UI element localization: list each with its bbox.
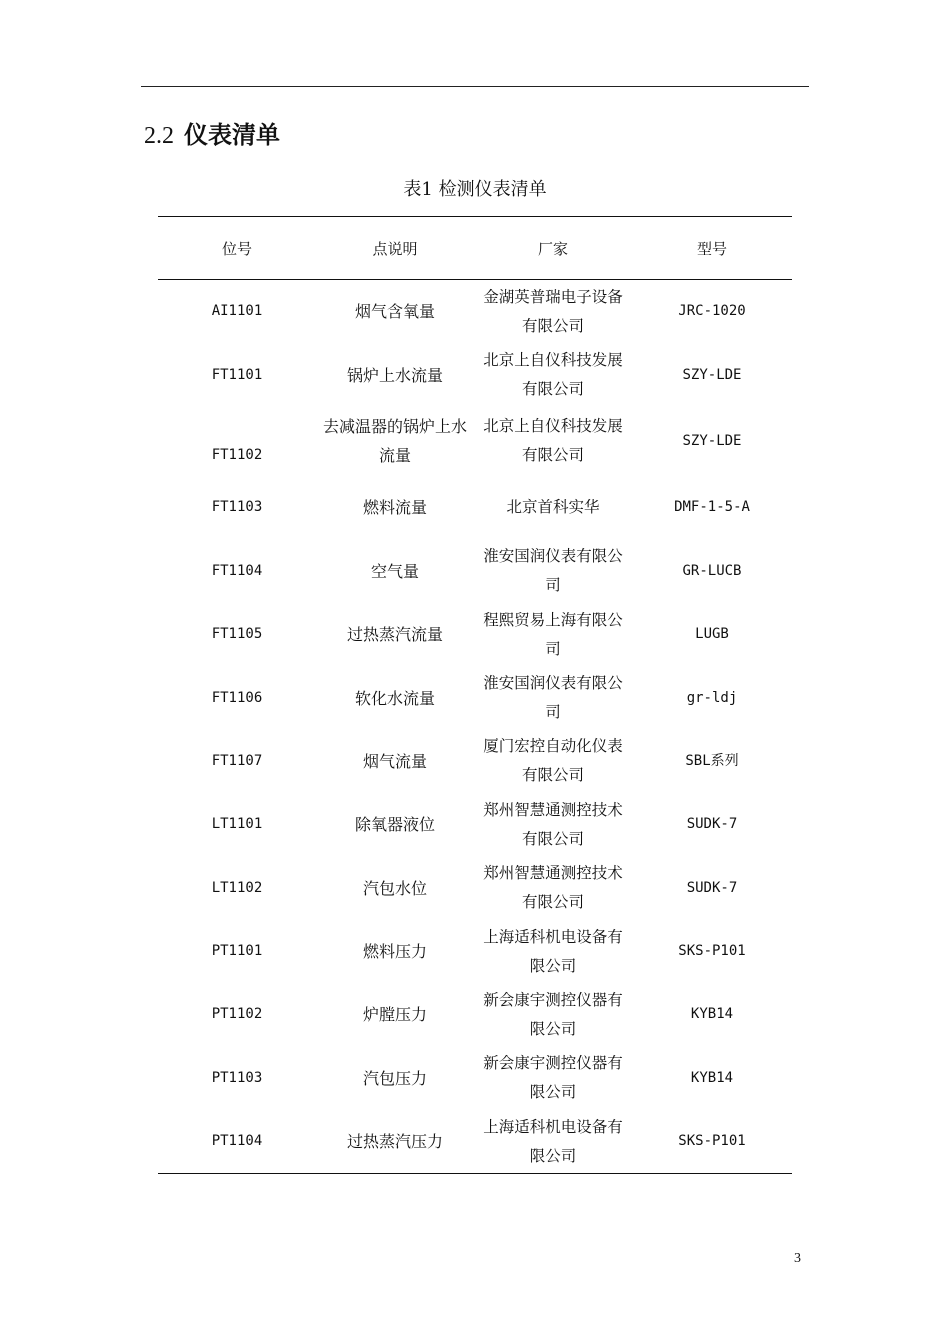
cell-tag: FT1101 <box>211 366 263 383</box>
cell-description: 过热蒸汽流量 <box>346 625 443 645</box>
header-model: 型号 <box>696 239 727 258</box>
instrument-table <box>158 216 792 1174</box>
cell-model: SZY-LDE <box>682 432 742 449</box>
cell-description: 除氧器液位 <box>354 815 435 835</box>
cell-description: 空气量 <box>370 561 419 581</box>
section-title: 仪表清单 <box>184 121 280 149</box>
table-row <box>158 857 792 920</box>
cell-manufacturer: 上海适科机电设备有限公司 <box>483 1117 623 1165</box>
cell-manufacturer: 上海适科机电设备有限公司 <box>483 927 623 975</box>
cell-description: 烟气含氧量 <box>354 302 435 322</box>
cell-tag: LT1101 <box>211 816 263 833</box>
cell-tag: FT1102 <box>211 447 263 464</box>
cell-description: 过热蒸汽压力 <box>346 1132 443 1152</box>
table-row <box>158 793 792 856</box>
header-rule <box>141 86 809 87</box>
cell-model: DMF-1-5-A <box>674 499 750 516</box>
cell-model: LUGB <box>695 626 729 643</box>
cell-manufacturer: 郑州智慧通测控技术有限公司 <box>483 864 623 912</box>
table-row <box>158 983 792 1046</box>
instrument-table-container <box>158 216 792 1174</box>
cell-model: SBL系列 <box>685 752 739 769</box>
section-number: 2.2 <box>144 123 174 149</box>
cell-model: SUDK-7 <box>686 879 738 896</box>
cell-manufacturer: 郑州智慧通测控技术有限公司 <box>483 800 623 848</box>
header-description: 点说明 <box>372 239 418 258</box>
table-header-row <box>158 217 792 280</box>
cell-manufacturer: 新会康宇测控仪器有限公司 <box>483 990 623 1038</box>
cell-description: 汽包压力 <box>362 1068 427 1088</box>
cell-tag: FT1104 <box>211 562 263 579</box>
cell-description: 炉膛压力 <box>362 1005 427 1025</box>
cell-description: 燃料压力 <box>362 942 427 962</box>
cell-description: 软化水流量 <box>354 688 435 708</box>
cell-model: SZY-LDE <box>682 366 742 383</box>
cell-manufacturer: 北京上自仪科技发展有限公司 <box>483 351 623 399</box>
cell-model: KYB14 <box>690 1006 734 1023</box>
cell-manufacturer: 厦门宏控自动化仪表有限公司 <box>483 737 623 785</box>
table-row <box>158 476 792 539</box>
cell-model: KYB14 <box>690 1069 734 1086</box>
cell-description: 燃料流量 <box>362 498 427 518</box>
cell-manufacturer: 淮安国润仪表有限公司 <box>483 674 623 722</box>
cell-tag: FT1105 <box>211 626 263 643</box>
table-row <box>158 920 792 983</box>
cell-description: 汽包水位 <box>362 878 427 898</box>
table-row <box>158 343 792 406</box>
cell-manufacturer: 北京首科实华 <box>506 498 600 517</box>
table-row <box>158 407 792 476</box>
cell-model: SKS-P101 <box>678 1133 746 1150</box>
cell-manufacturer: 金湖英普瑞电子设备有限公司 <box>483 287 623 335</box>
cell-model: SUDK-7 <box>686 816 738 833</box>
header-tag: 位号 <box>221 239 252 258</box>
table-row <box>158 280 792 344</box>
page-number: 3 <box>794 1251 801 1266</box>
cell-tag: FT1103 <box>211 499 263 516</box>
cell-model: JRC-1020 <box>678 303 746 320</box>
cell-manufacturer: 新会康宇测控仪器有限公司 <box>483 1054 623 1102</box>
cell-tag: PT1101 <box>211 943 263 960</box>
cell-tag: FT1107 <box>211 752 263 769</box>
table-row <box>158 666 792 729</box>
cell-tag: PT1104 <box>211 1133 263 1150</box>
cell-description: 去减温器的锅炉上水流量 <box>322 417 467 466</box>
cell-manufacturer: 淮安国润仪表有限公司 <box>483 547 623 595</box>
table-row <box>158 603 792 666</box>
table-caption: 表1 检测仪表清单 <box>403 179 547 200</box>
table-row <box>158 1047 792 1110</box>
section-heading <box>144 118 280 153</box>
cell-model: SKS-P101 <box>678 943 746 960</box>
cell-tag: PT1102 <box>211 1006 263 1023</box>
cell-manufacturer: 北京上自仪科技发展有限公司 <box>483 417 623 465</box>
table-row <box>158 1110 792 1174</box>
cell-description: 烟气流量 <box>362 751 427 771</box>
cell-model: GR-LUCB <box>682 562 742 579</box>
cell-tag: LT1102 <box>211 879 263 896</box>
cell-tag: FT1106 <box>211 689 263 706</box>
cell-manufacturer: 程熙贸易上海有限公司 <box>483 610 623 658</box>
cell-description: 锅炉上水流量 <box>346 365 443 385</box>
header-manufacturer: 厂家 <box>537 239 568 258</box>
cell-tag: AI1101 <box>211 303 263 320</box>
cell-model: gr-ldj <box>686 689 738 706</box>
table-row <box>158 730 792 793</box>
table-row <box>158 540 792 603</box>
cell-tag: PT1103 <box>211 1069 263 1086</box>
